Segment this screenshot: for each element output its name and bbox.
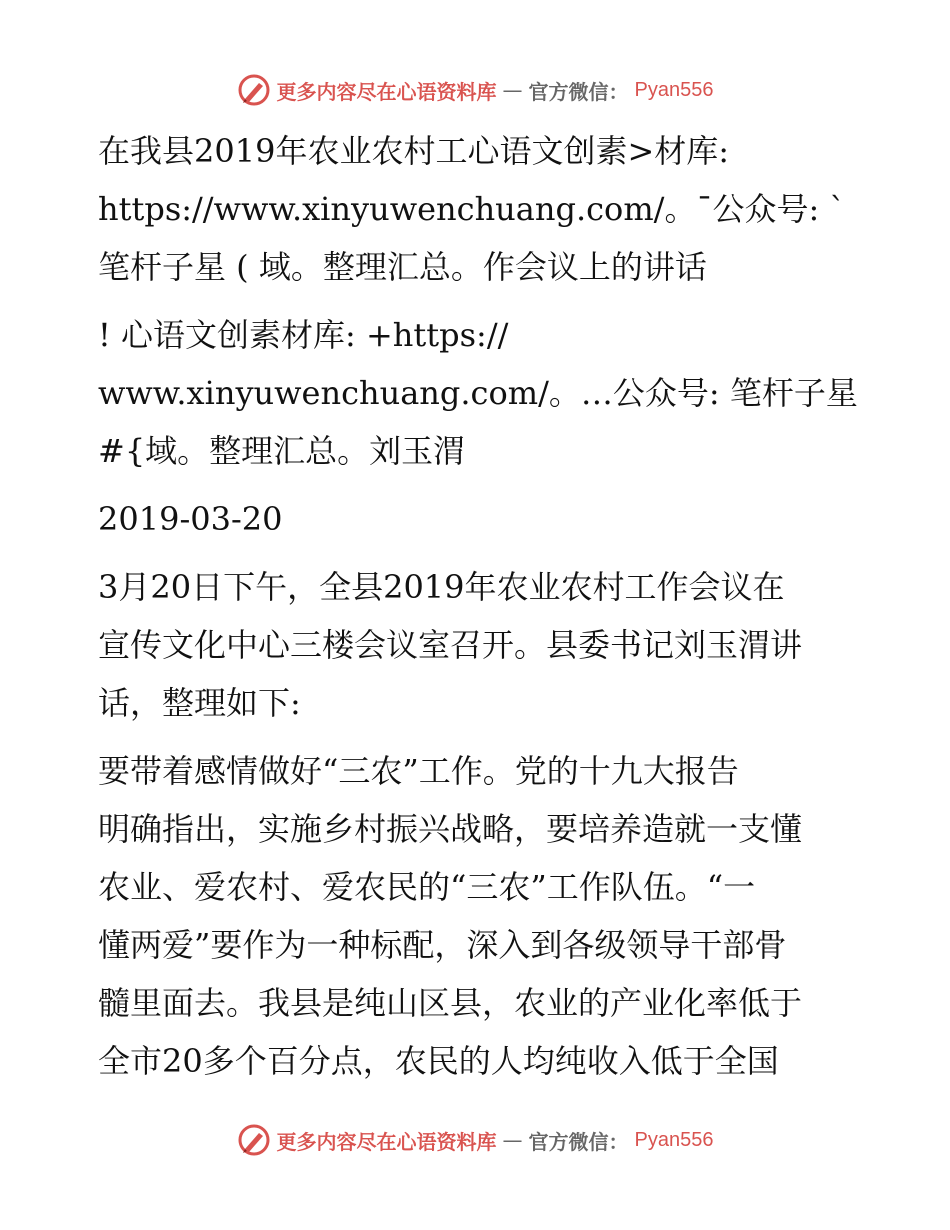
banner-wechat-label: 官方微信： [528,1129,629,1154]
paragraph-title [98,122,858,296]
document-body [98,122,858,1100]
text-line: 话，整理如下: [98,684,301,722]
paragraph-date [98,490,858,548]
banner-wechat-id: Pyan556 [634,78,714,101]
header-banner [0,70,950,110]
text-line: 笔杆子星 ( 域。整理汇总。作会议上的讲话 [98,248,707,286]
banner-title: 更多内容尽在心语资料库 [276,1129,497,1154]
text-line: 2019-03-20 [98,500,283,538]
paragraph-intro [98,558,858,732]
text-line: 髓里面去。我县是纯山区县，农业的产业化率低于 [98,984,803,1022]
text-line: 全市20多个百分点，农民的人均纯收入低于全国 [98,1042,779,1080]
text-line: 明确指出，实施乡村振兴战略，要培养造就一支懂 [98,810,803,848]
text-line: #{域。整理汇总。刘玉渭 [98,432,466,470]
text-line: www.xinyuwenchuang.com/。…公众号: 笔杆子星 [98,374,858,412]
banner-wechat-label: 官方微信： [528,79,629,104]
paragraph-body [98,742,858,1090]
footer-banner [0,1120,950,1160]
text-line: 3月20日下午，全县2019年农业农村工作会议在 [98,568,785,606]
text-line: https://www.xinyuwenchuang.com/。¯公众号: ` [98,190,846,228]
text-line: 农业、爱农村、爱农民的“三农”工作队伍。“一 [98,868,756,906]
text-line: 要带着感情做好“三农”工作。党的十九大报告 [98,752,739,790]
banner-wechat-id: Pyan556 [634,1128,714,1151]
banner-separator: — [502,78,523,102]
paragraph-author [98,306,858,480]
pen-logo-icon [237,73,271,107]
pen-logo-icon [237,1123,271,1157]
banner-separator: — [502,1128,523,1152]
text-line: 宣传文化中心三楼会议室召开。县委书记刘玉渭讲 [98,626,803,664]
text-line: 懂两爱”要作为一种标配，深入到各级领导干部骨 [98,926,787,964]
banner-title: 更多内容尽在心语资料库 [276,79,497,104]
text-line: ! 心语文创素材库: +https:// [98,316,509,354]
text-line: 在我县2019年农业农村工心语文创素>材库: [98,132,730,170]
